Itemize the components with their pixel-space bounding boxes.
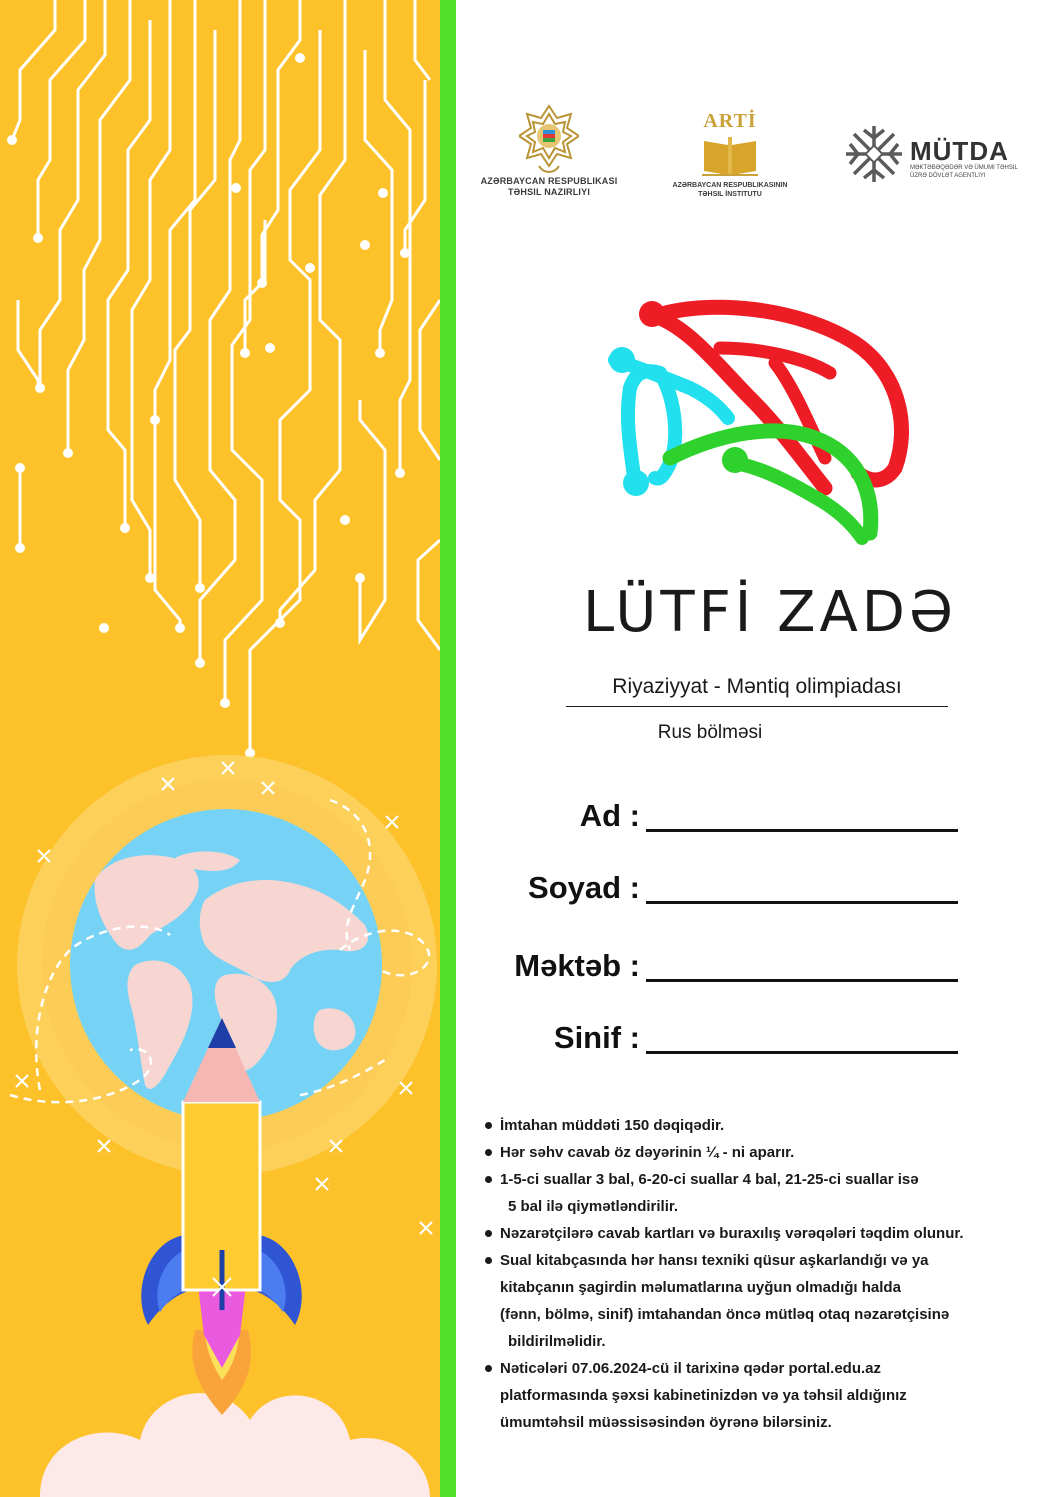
ministry-logo	[476, 104, 622, 198]
field-line-sinif[interactable]	[646, 1051, 958, 1054]
field-ad[interactable]	[480, 796, 960, 838]
rule-line: 5 bal ilə qiymətləndirilir.	[508, 1198, 679, 1215]
mutda-name-line2: ÜZRƏ DÖVLƏT AGENTLIYI	[910, 173, 986, 179]
field-line-mekteb[interactable]	[646, 979, 958, 982]
field-label-sinif: Sinif :	[553, 1020, 640, 1055]
rule-line: 1-5-ci suallar 3 bal, 6-20-ci suallar 4 bal, 21-25-ci suallar isə	[500, 1171, 919, 1188]
arti-name-line1: AZƏRBAYCAN RESPUBLIKASININ	[672, 182, 788, 189]
field-line-soyad[interactable]	[646, 901, 958, 904]
rule-line: Sual kitabçasında hər hansı texniki qüsur aşkarlandığı və ya	[500, 1252, 929, 1269]
arti-book-icon	[700, 135, 760, 179]
rule-line: kitabçanın şagirdin məlumatlarına uyğun olmadığı halda	[500, 1279, 901, 1296]
rule-line: Hər səhv cavab öz dəyərinin ¼ - ni aparır.	[500, 1144, 795, 1161]
rule-item	[480, 1220, 1050, 1247]
field-sinif[interactable]	[480, 1018, 960, 1060]
rule-line: (fənn, bölmə, sinif) imtahandan öncə mütləq otaq nəzarətçisinə	[500, 1306, 950, 1323]
ministry-name-line1: AZƏRBAYCAN RESPUBLIKASI	[480, 176, 618, 186]
mutda-name-sub	[910, 164, 1030, 180]
ministry-emblem-icon	[519, 104, 579, 176]
rule-line: İmtahan müddəti 150 dəqiqədir.	[500, 1117, 725, 1134]
circuit-illustration	[0, 0, 440, 1497]
rule-item	[480, 1112, 1050, 1139]
rule-item	[480, 1355, 1050, 1436]
rule-item	[480, 1247, 1050, 1355]
left-decorative-panel	[0, 0, 440, 1497]
rule-item	[480, 1139, 1050, 1166]
field-soyad[interactable]	[480, 868, 960, 910]
mutda-emblem-icon	[842, 122, 906, 186]
rule-line: Nəticələri 07.06.2024-cü il tarixinə qədər portal.edu.az	[500, 1360, 881, 1377]
olympiad-brain-logo	[600, 288, 920, 558]
arti-logo	[670, 110, 790, 199]
accent-stripe	[440, 0, 456, 1497]
mutda-name-line1: MƏKTƏBƏQƏDƏR VƏ ÜMUMI TƏHSIL	[910, 165, 1018, 171]
olympiad-title: LÜTFİ ZADƏ	[582, 580, 957, 645]
field-label-soyad: Soyad :	[528, 870, 640, 905]
arti-name: ARTİ	[703, 110, 757, 132]
rule-item	[480, 1166, 1050, 1220]
section-label: Rus bölməsi	[657, 722, 763, 743]
rule-line: Nəzarətçilərə cavab kartları və buraxılış vərəqələri təqdim olunur.	[500, 1225, 964, 1242]
field-label-mekteb: Məktəb :	[514, 948, 640, 983]
field-label-ad: Ad :	[579, 798, 640, 833]
mutda-name: MÜTDA	[910, 136, 1009, 166]
field-line-ad[interactable]	[646, 829, 958, 832]
rule-line: platformasında şəxsi kabinetinizdən və ya təhsil aldığınız	[500, 1387, 907, 1404]
rule-line: ümumtəhsil müəssisəsindən öyrənə bilərsiniz.	[500, 1414, 832, 1431]
exam-rules-list	[480, 1112, 1050, 1436]
ministry-name-line2: TƏHSIL NAZIRLIYI	[507, 187, 591, 197]
rule-line: bildirilməlidir.	[508, 1333, 606, 1350]
field-mekteb[interactable]	[480, 946, 960, 988]
olympiad-subtitle: Riyaziyyat - Məntiq olimpiadası	[566, 675, 948, 707]
arti-name-line2: TƏHSIL İNSTITUTU	[698, 191, 762, 198]
